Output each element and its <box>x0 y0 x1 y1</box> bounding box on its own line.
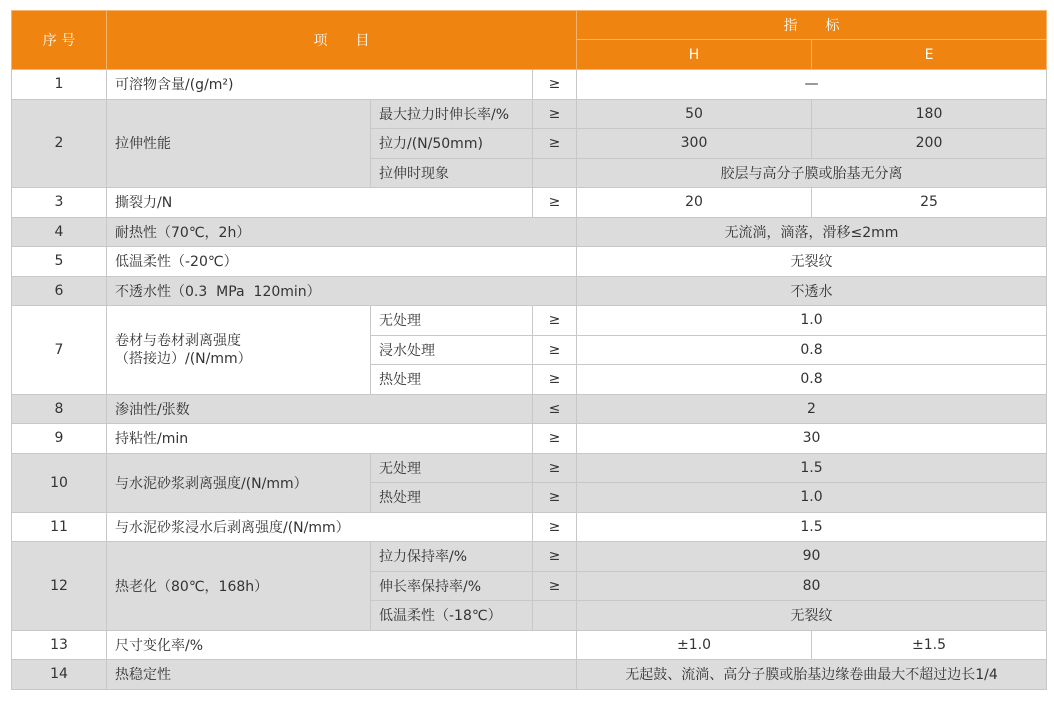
row-value: 90 <box>577 542 1047 572</box>
sub-name: 拉力保持率/% <box>371 542 533 572</box>
row-no: 7 <box>12 306 107 395</box>
row-name: 热稳定性 <box>107 660 577 690</box>
row-value: 1.5 <box>577 453 1047 483</box>
row-no: 14 <box>12 660 107 690</box>
sub-sign: ≥ <box>533 99 577 129</box>
header-grade-e: E <box>812 40 1047 70</box>
row-value: 0.8 <box>577 365 1047 395</box>
row-no: 9 <box>12 424 107 454</box>
sub-sign: ≥ <box>533 365 577 395</box>
sub-name: 热处理 <box>371 365 533 395</box>
row-value: 无裂纹 <box>577 601 1047 631</box>
row-sign: ≥ <box>533 188 577 218</box>
table-row <box>12 306 1047 336</box>
table-row <box>12 217 1047 247</box>
row-name: 撕裂力/N <box>107 188 533 218</box>
table-row <box>12 70 1047 100</box>
sub-sign: ≥ <box>533 306 577 336</box>
table-row <box>12 660 1047 690</box>
row-name-line1: 卷材与卷材剥离强度 <box>115 332 241 349</box>
table-row <box>12 276 1047 306</box>
row-no: 12 <box>12 542 107 631</box>
sub-name: 低温柔性（-18℃） <box>371 601 533 631</box>
sub-sign: ≥ <box>533 571 577 601</box>
row-no: 4 <box>12 217 107 247</box>
value-e: 200 <box>812 129 1047 159</box>
row-sign: ≥ <box>533 512 577 542</box>
header-index: 指 标 <box>577 11 1047 40</box>
row-name-line2: （搭接边）/(N/mm） <box>115 350 252 367</box>
row-name <box>107 306 371 395</box>
row-name: 耐热性（70℃，2h） <box>107 217 577 247</box>
sub-sign: ≥ <box>533 129 577 159</box>
row-sign: ≥ <box>533 70 577 100</box>
row-value: 80 <box>577 571 1047 601</box>
row-name: 拉伸性能 <box>107 99 371 188</box>
row-name: 与水泥砂浆剥离强度/(N/mm） <box>107 453 371 512</box>
row-value: 无起鼓、流淌、高分子膜或胎基边缘卷曲最大不超过边长1/4 <box>577 660 1047 690</box>
row-name: 热老化（80℃，168h） <box>107 542 371 631</box>
row-name: 尺寸变化率/% <box>107 630 577 660</box>
sub-name: 伸长率保持率/% <box>371 571 533 601</box>
row-no: 3 <box>12 188 107 218</box>
sub-name: 拉力/(N/50mm) <box>371 129 533 159</box>
sub-name: 拉伸时现象 <box>371 158 533 188</box>
value-h: ±1.0 <box>577 630 812 660</box>
value-e: 180 <box>812 99 1047 129</box>
value-h: 50 <box>577 99 812 129</box>
sub-name: 无处理 <box>371 453 533 483</box>
sub-sign: ≥ <box>533 335 577 365</box>
row-value: 1.5 <box>577 512 1047 542</box>
sub-name: 热处理 <box>371 483 533 513</box>
row-no: 13 <box>12 630 107 660</box>
sub-sign: ≥ <box>533 542 577 572</box>
row-value: 1.0 <box>577 306 1047 336</box>
row-no: 1 <box>12 70 107 100</box>
row-value: — <box>577 70 1047 100</box>
row-name: 低温柔性（-20℃） <box>107 247 577 277</box>
spec-table <box>11 10 1047 690</box>
sub-sign: ≥ <box>533 453 577 483</box>
row-no: 8 <box>12 394 107 424</box>
sub-sign <box>533 158 577 188</box>
sub-name: 最大拉力时伸长率/% <box>371 99 533 129</box>
sub-name: 浸水处理 <box>371 335 533 365</box>
row-name: 渗油性/张数 <box>107 394 533 424</box>
header-grade-h: H <box>577 40 812 70</box>
table-row <box>12 188 1047 218</box>
table-row <box>12 512 1047 542</box>
header-item: 项 目 <box>107 11 577 70</box>
row-value: 2 <box>577 394 1047 424</box>
row-sign: ≥ <box>533 424 577 454</box>
row-name: 持粘性/min <box>107 424 533 454</box>
table-row <box>12 630 1047 660</box>
sub-sign: ≥ <box>533 483 577 513</box>
row-name: 与水泥砂浆浸水后剥离强度/(N/mm） <box>107 512 533 542</box>
table-row <box>12 453 1047 483</box>
row-name: 可溶物含量/(g/m²) <box>107 70 533 100</box>
header-no: 序 号 <box>12 11 107 70</box>
row-no: 5 <box>12 247 107 277</box>
row-no: 6 <box>12 276 107 306</box>
row-value: 1.0 <box>577 483 1047 513</box>
row-value: 0.8 <box>577 335 1047 365</box>
value-e: 25 <box>812 188 1047 218</box>
row-no: 2 <box>12 99 107 188</box>
value-e: ±1.5 <box>812 630 1047 660</box>
sub-sign <box>533 601 577 631</box>
row-value: 胶层与高分子膜或胎基无分离 <box>577 158 1047 188</box>
value-h: 300 <box>577 129 812 159</box>
row-value: 无裂纹 <box>577 247 1047 277</box>
sub-name: 无处理 <box>371 306 533 336</box>
table-row <box>12 394 1047 424</box>
row-value: 30 <box>577 424 1047 454</box>
table-row <box>12 99 1047 129</box>
row-value: 无流淌，滴落，滑移≤2mm <box>577 217 1047 247</box>
row-sign: ≤ <box>533 394 577 424</box>
row-no: 10 <box>12 453 107 512</box>
table-row <box>12 542 1047 572</box>
table-row <box>12 424 1047 454</box>
row-name: 不透水性（0.3 MPa 120min） <box>107 276 577 306</box>
table-row <box>12 247 1047 277</box>
row-value: 不透水 <box>577 276 1047 306</box>
row-no: 11 <box>12 512 107 542</box>
value-h: 20 <box>577 188 812 218</box>
